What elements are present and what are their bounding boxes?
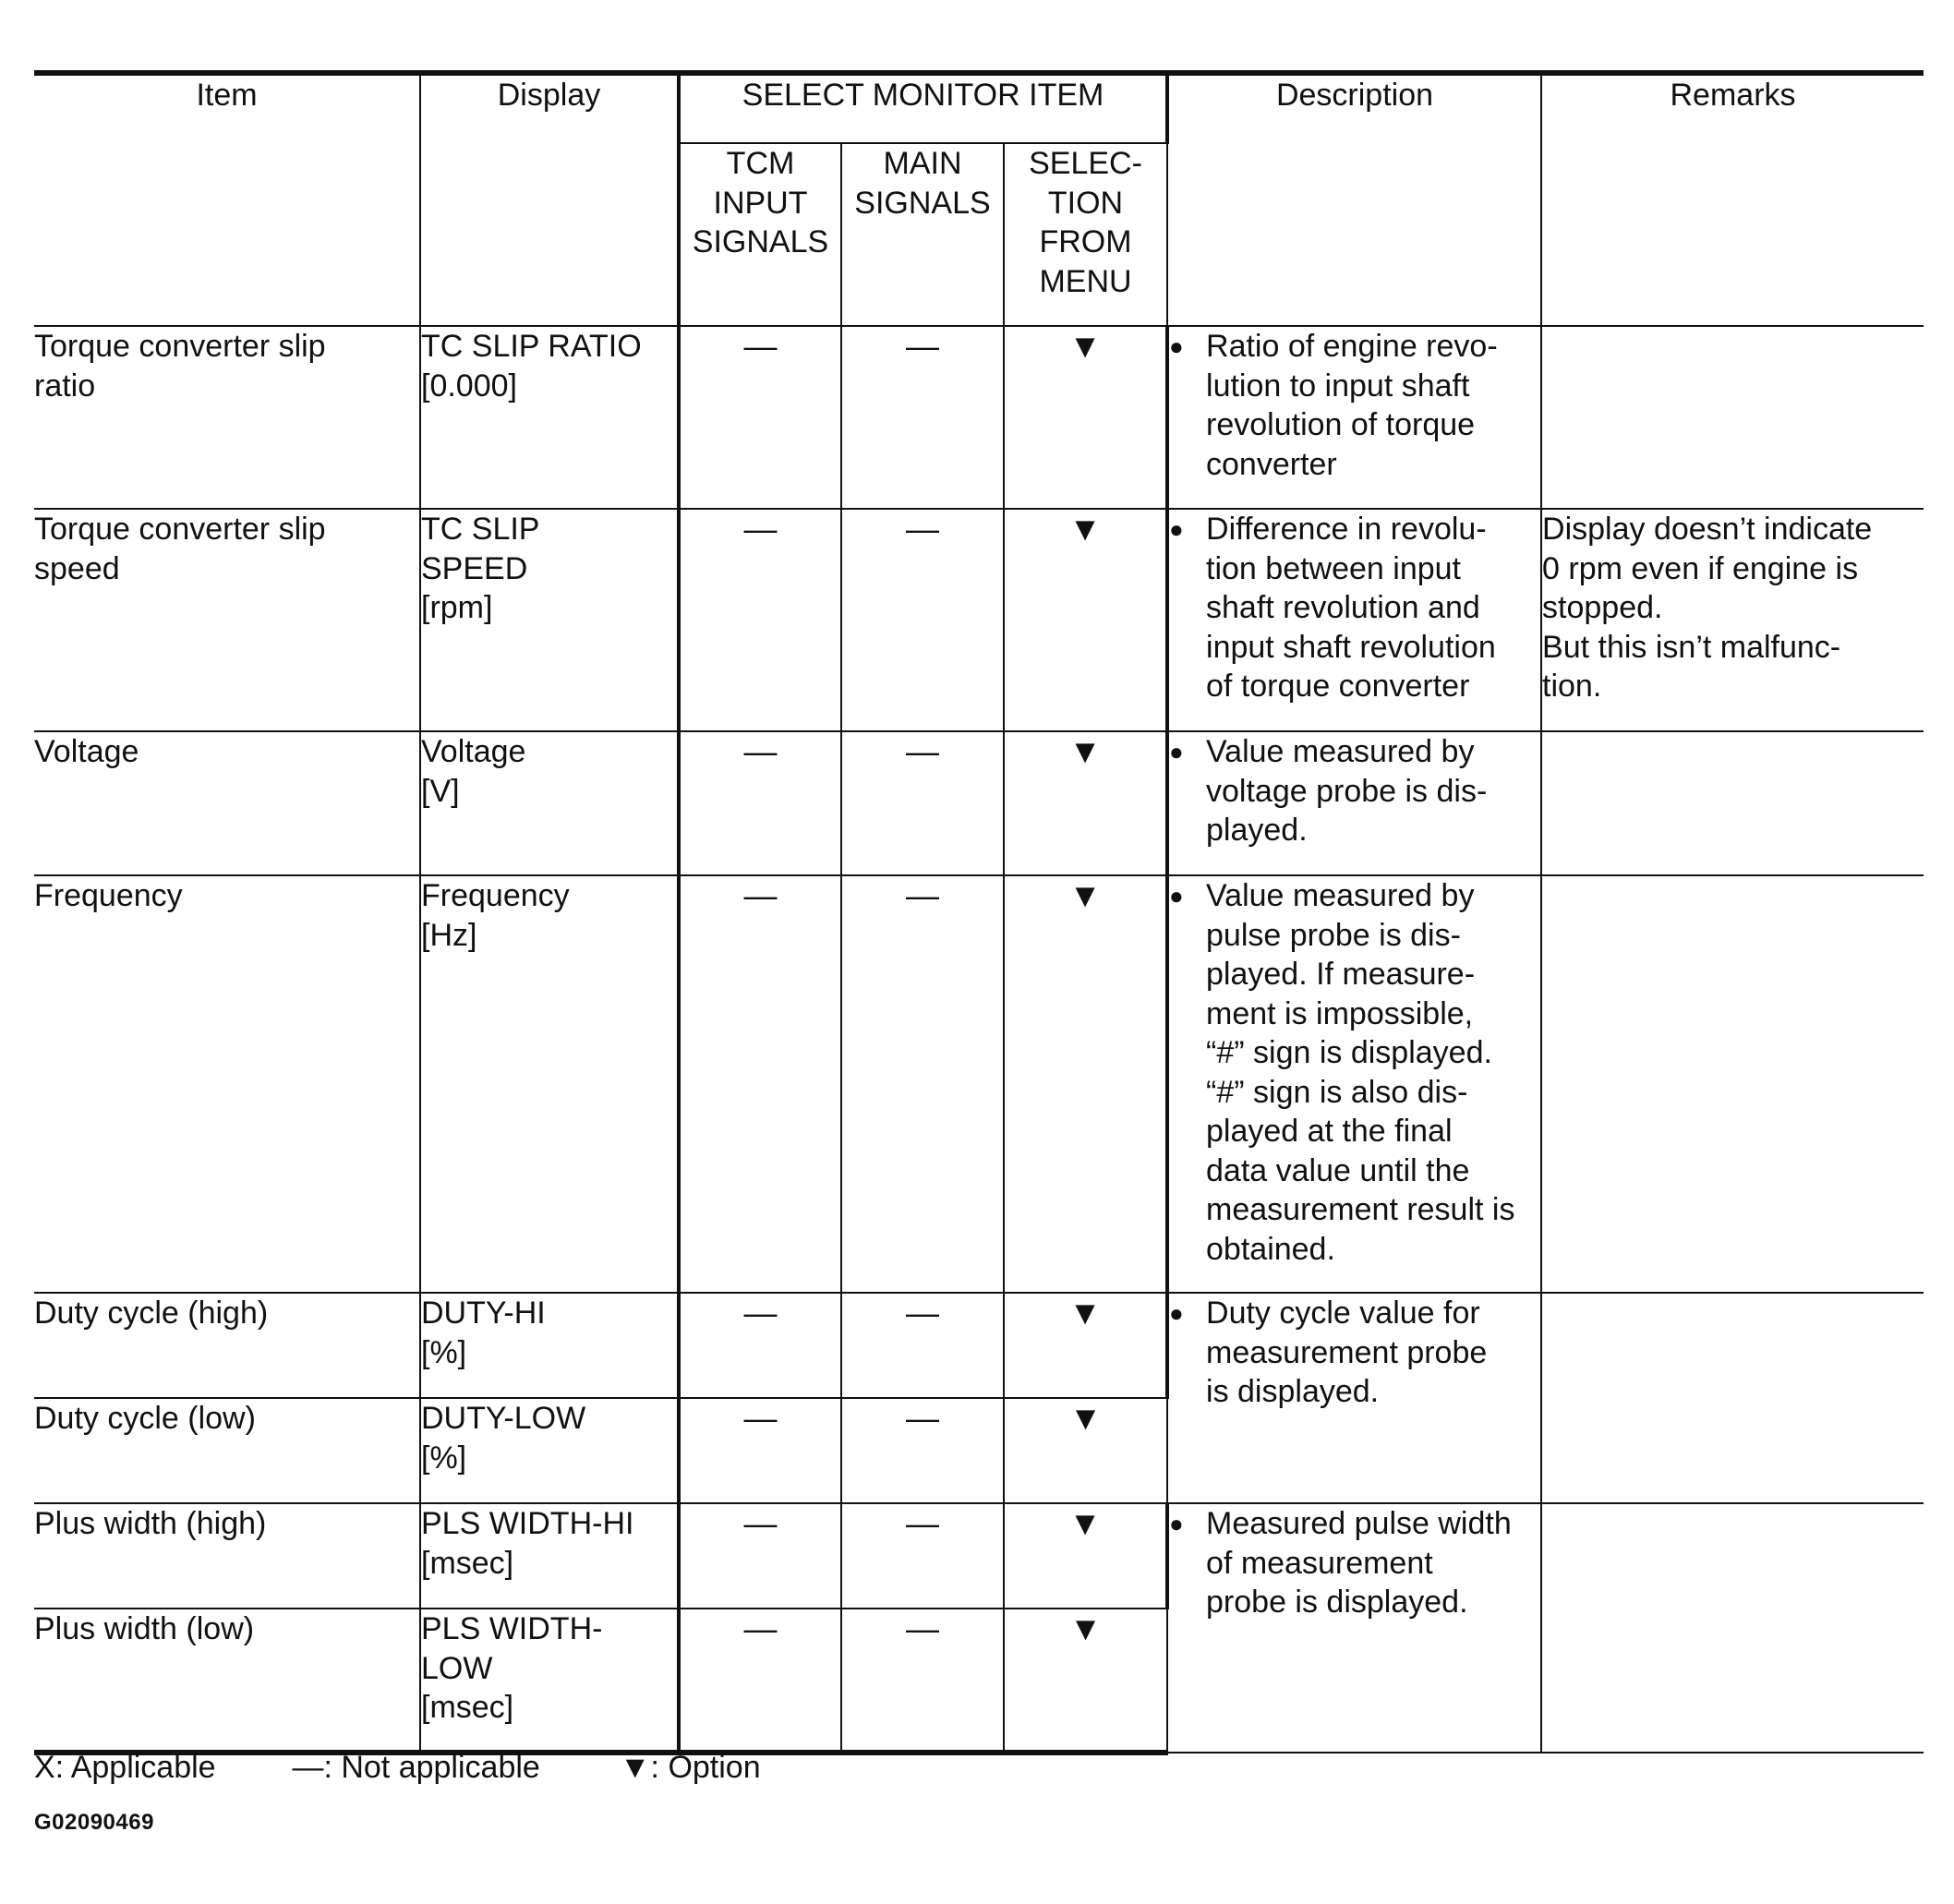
description-text: Value measured by pulse probe is dis- played. If measure- ment is impossible, “#” sign is displayed. “#” sign is also dis- played at the final data value until the measurement result is obtained. bbox=[1206, 878, 1515, 1267]
description-cell bbox=[1167, 326, 1541, 509]
description-cell bbox=[1167, 1503, 1541, 1753]
header-item-label: Item bbox=[196, 78, 258, 113]
item-text: Plus width (high) bbox=[34, 1506, 267, 1541]
selection-cell bbox=[1004, 1503, 1167, 1609]
item-text: Torque converter slip ratio bbox=[34, 329, 326, 404]
selection-cell bbox=[1004, 875, 1167, 1293]
item-cell bbox=[34, 875, 420, 1293]
remarks-cell bbox=[1541, 875, 1924, 1293]
main-cell bbox=[841, 1293, 1004, 1398]
main-cell bbox=[841, 1503, 1004, 1609]
display-text: Voltage [V] bbox=[421, 734, 526, 809]
not-applicable-mark: — bbox=[906, 1609, 939, 1647]
tcm-cell bbox=[679, 326, 841, 509]
display-cell bbox=[420, 326, 679, 509]
not-applicable-mark: — bbox=[743, 510, 778, 548]
selection-cell bbox=[1004, 1398, 1167, 1503]
selection-cell bbox=[1004, 1609, 1167, 1753]
not-applicable-mark: — bbox=[743, 876, 778, 914]
display-text: TC SLIP RATIO [0.000] bbox=[421, 329, 642, 404]
not-applicable-mark: — bbox=[743, 1609, 778, 1647]
display-text: PLS WIDTH- LOW [msec] bbox=[421, 1611, 603, 1725]
not-applicable-mark: — bbox=[906, 876, 939, 914]
not-applicable-mark: — bbox=[743, 1504, 778, 1542]
display-text: PLS WIDTH-HI [msec] bbox=[421, 1506, 634, 1581]
header-selection-label: SELEC- TION FROM MENU bbox=[1029, 146, 1142, 299]
option-mark: ▼ bbox=[1068, 876, 1102, 914]
option-mark: ▼ bbox=[1068, 732, 1102, 770]
figure-code: G02090469 bbox=[34, 1810, 154, 1835]
display-cell bbox=[420, 731, 679, 875]
header-group-label: SELECT MONITOR ITEM bbox=[742, 78, 1104, 113]
display-text: DUTY-LOW [%] bbox=[421, 1401, 586, 1476]
item-text: Torque converter slip speed bbox=[34, 512, 326, 586]
item-cell bbox=[34, 1503, 420, 1609]
description-cell bbox=[1167, 1293, 1541, 1503]
bullet-icon: ● bbox=[1169, 882, 1184, 910]
display-text: TC SLIP SPEED [rpm] bbox=[421, 512, 540, 625]
legend-not-applicable: —: Not applicable bbox=[292, 1750, 540, 1785]
table-row bbox=[34, 875, 1924, 1293]
description-text: Difference in revolu- tion between input shaft revolution and input shaft revolution of torque converter bbox=[1206, 512, 1496, 704]
description-cell bbox=[1167, 731, 1541, 875]
not-applicable-mark: — bbox=[743, 732, 778, 770]
option-mark: ▼ bbox=[1068, 510, 1102, 548]
header-tcm-input-signals bbox=[679, 143, 841, 326]
display-text: Frequency [Hz] bbox=[421, 878, 570, 953]
not-applicable-mark: — bbox=[743, 327, 778, 365]
display-cell bbox=[420, 1503, 679, 1609]
option-mark: ▼ bbox=[1068, 1294, 1102, 1332]
option-mark: ▼ bbox=[1068, 1504, 1102, 1542]
display-cell bbox=[420, 875, 679, 1293]
header-display bbox=[420, 73, 679, 326]
tcm-cell bbox=[679, 1398, 841, 1503]
not-applicable-mark: — bbox=[906, 510, 939, 548]
header-remarks-label: Remarks bbox=[1670, 78, 1796, 113]
main-cell bbox=[841, 1609, 1004, 1753]
header-description bbox=[1167, 73, 1541, 326]
remarks-text: Display doesn’t indicate 0 rpm even if engine is stopped. But this isn’t malfunc- tion. bbox=[1542, 512, 1873, 704]
monitor-item-table bbox=[34, 70, 1924, 1755]
table-row bbox=[34, 326, 1924, 509]
bullet-icon: ● bbox=[1169, 1510, 1184, 1537]
header-row-top bbox=[34, 73, 1924, 143]
description-text: Value measured by voltage probe is dis- played. bbox=[1206, 734, 1488, 848]
display-cell bbox=[420, 1398, 679, 1503]
selection-cell bbox=[1004, 326, 1167, 509]
description-cell bbox=[1167, 875, 1541, 1293]
item-cell bbox=[34, 731, 420, 875]
bullet-icon: ● bbox=[1169, 738, 1184, 765]
main-cell bbox=[841, 1398, 1004, 1503]
option-mark: ▼ bbox=[1068, 1399, 1103, 1437]
display-cell bbox=[420, 1293, 679, 1398]
bullet-icon: ● bbox=[1169, 1299, 1184, 1327]
not-applicable-mark: — bbox=[906, 327, 939, 365]
item-text: Duty cycle (low) bbox=[34, 1401, 256, 1436]
selection-cell bbox=[1004, 509, 1167, 731]
selection-cell bbox=[1004, 731, 1167, 875]
description-text: Ratio of engine revo- lution to input shaft revolution of torque converter bbox=[1206, 329, 1498, 482]
legend-option: ▼: Option bbox=[619, 1750, 761, 1785]
remarks-cell bbox=[1541, 1293, 1924, 1503]
table-row bbox=[34, 731, 1924, 875]
option-mark: ▼ bbox=[1068, 1609, 1103, 1647]
header-main-signals bbox=[841, 143, 1004, 326]
item-text: Frequency bbox=[34, 878, 183, 913]
tcm-cell bbox=[679, 509, 841, 731]
header-main-label: MAIN SIGNALS bbox=[854, 146, 991, 221]
remarks-cell bbox=[1541, 326, 1924, 509]
tcm-cell bbox=[679, 1293, 841, 1398]
item-text: Plus width (low) bbox=[34, 1611, 255, 1646]
item-cell bbox=[34, 509, 420, 731]
remarks-cell bbox=[1541, 1503, 1924, 1753]
legend-applicable: X: Applicable bbox=[34, 1750, 216, 1785]
table-row bbox=[34, 1293, 1924, 1398]
main-cell bbox=[841, 509, 1004, 731]
item-cell bbox=[34, 326, 420, 509]
description-text: Duty cycle value for measurement probe is displayed. bbox=[1206, 1295, 1488, 1409]
not-applicable-mark: — bbox=[743, 1399, 778, 1437]
header-item bbox=[34, 73, 420, 326]
item-cell bbox=[34, 1609, 420, 1753]
header-description-label: Description bbox=[1275, 78, 1434, 113]
tcm-cell bbox=[679, 731, 841, 875]
display-cell bbox=[420, 509, 679, 731]
not-applicable-mark: — bbox=[906, 1399, 939, 1437]
header-display-label: Display bbox=[497, 78, 601, 113]
description-text: Measured pulse width of measurement probe is displayed. bbox=[1206, 1506, 1512, 1620]
display-text: DUTY-HI [%] bbox=[421, 1295, 546, 1370]
bullet-icon: ● bbox=[1169, 332, 1184, 360]
description-cell bbox=[1167, 509, 1541, 731]
not-applicable-mark: — bbox=[906, 732, 939, 770]
not-applicable-mark: — bbox=[906, 1504, 939, 1542]
main-cell bbox=[841, 875, 1004, 1293]
header-selection-from-menu bbox=[1004, 143, 1167, 326]
remarks-cell bbox=[1541, 731, 1924, 875]
tcm-cell bbox=[679, 1503, 841, 1609]
tcm-cell bbox=[679, 875, 841, 1293]
remarks-cell bbox=[1541, 509, 1924, 731]
header-remarks bbox=[1541, 73, 1924, 326]
header-tcm-label: TCM INPUT SIGNALS bbox=[692, 146, 829, 259]
table-row bbox=[34, 1503, 1924, 1609]
bullet-icon: ● bbox=[1169, 515, 1184, 543]
item-cell bbox=[34, 1293, 420, 1398]
item-cell bbox=[34, 1398, 420, 1503]
item-text: Voltage bbox=[34, 734, 139, 769]
display-cell bbox=[420, 1609, 679, 1753]
item-text: Duty cycle (high) bbox=[34, 1295, 269, 1331]
main-cell bbox=[841, 326, 1004, 509]
not-applicable-mark: — bbox=[906, 1294, 939, 1332]
header-select-monitor-item bbox=[679, 73, 1167, 143]
main-cell bbox=[841, 731, 1004, 875]
option-mark: ▼ bbox=[1068, 327, 1102, 365]
selection-cell bbox=[1004, 1293, 1167, 1398]
legend bbox=[34, 1748, 761, 1787]
not-applicable-mark: — bbox=[743, 1294, 778, 1332]
table-row bbox=[34, 509, 1924, 731]
tcm-cell bbox=[679, 1609, 841, 1753]
